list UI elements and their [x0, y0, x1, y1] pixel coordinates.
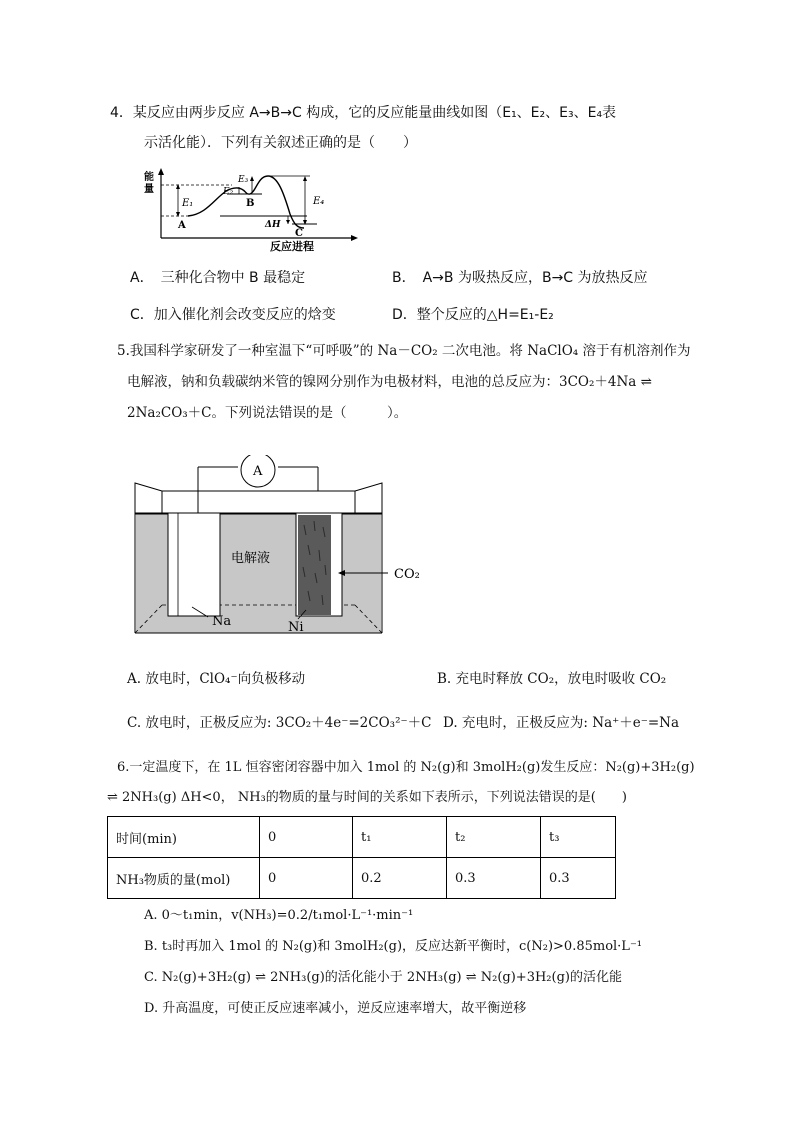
- q6-stem-line2: ⇌ 2NH₃(g) ΔH<0， NH₃的物质的量与时间的关系如下表所示，下列说法错误的是( ): [107, 790, 627, 805]
- q4-option-b: B． A→B 为吸热反应，B→C 为放热反应: [392, 270, 648, 286]
- e1-label: E₁: [182, 198, 194, 209]
- table-header-cell: 0: [260, 817, 353, 858]
- ammeter-label: A: [253, 464, 263, 479]
- q6-stem-line1: 6.一定温度下，在 1L 恒容密闭容器中加入 1mol 的 N₂(g)和 3molH₂(g)发生反应：N₂(g)+3H₂(g): [117, 760, 695, 775]
- q6-option-a: A. 0～t₁min，v(NH₃)=0.2/t₁mol·L⁻¹·min⁻¹: [144, 908, 414, 923]
- point-b-label: B: [246, 198, 255, 209]
- table-cell: 0.3: [541, 858, 616, 899]
- q5-option-d: D. 充电时，正极反应为: Na⁺＋e⁻=Na: [443, 715, 680, 731]
- table-cell: NH₃物质的量(mol): [108, 858, 260, 899]
- e3-label: E₃: [238, 175, 249, 185]
- table-cell: 0.3: [447, 858, 541, 899]
- y-axis-label-bottom: 量: [144, 184, 154, 195]
- table-header-cell: t₁: [353, 817, 447, 858]
- q4-option-a: A． 三种化合物中 B 最稳定: [130, 270, 306, 286]
- co2-label: CO₂: [394, 567, 420, 582]
- ni-label: Ni: [288, 620, 304, 635]
- table-header-cell: 时间(min): [108, 817, 260, 858]
- q4-stem-line2: 示活化能）．下列有关叙述正确的是（ ）: [144, 135, 417, 151]
- q6-option-b: B. t₃时再加入 1mol 的 N₂(g)和 3molH₂(g)，反应达新平衡时，c(N₂)>0.85mol·L⁻¹: [144, 939, 643, 954]
- nh3-table: [107, 816, 616, 899]
- x-axis-label: 反应进程: [270, 240, 314, 252]
- battery-diagram: [130, 455, 430, 640]
- q5-option-c: C. 放电时，正极反应为: 3CO₂＋4e⁻=2CO₃²⁻＋C: [127, 715, 432, 731]
- q5-option-b: B. 充电时释放 CO₂，放电时吸收 CO₂: [437, 671, 667, 687]
- q6-option-c: C. N₂(g)+3H₂(g) ⇌ 2NH₃(g)的活化能小于 2NH₃(g) ⇌ N₂(g)+3H₂(g)的活化能: [144, 970, 622, 985]
- q5-stem-line2: 电解液，钠和负载碳纳米管的镍网分别作为电极材料，电池的总反应为：3CO₂＋4Na ⇌: [127, 374, 652, 390]
- electrolyte-label: 电解液: [231, 551, 271, 566]
- q5-stem-line3: 2Na₂CO₃＋C。下列说法错误的是（ ）。: [127, 405, 408, 421]
- q4-stem-line1: 4．某反应由两步反应 A→B→C 构成，它的反应能量曲线如图（E₁、E₂、E₃、E₄表: [110, 105, 617, 121]
- e4-label: E₄: [313, 196, 325, 207]
- y-axis-label-top: 能: [144, 172, 154, 183]
- table-header-cell: t₂: [447, 817, 541, 858]
- q5-stem-line1: 5.我国科学家研发了一种室温下“可呼吸”的 Na－CO₂ 二次电池。将 NaClO₄ 溶于有机溶剂作为: [117, 343, 691, 359]
- energy-diagram: [142, 166, 362, 252]
- na-electrode: [168, 513, 220, 616]
- table-cell: 0.2: [353, 858, 447, 899]
- table-header-cell: t₃: [541, 817, 616, 858]
- q4-option-c: C．加入催化剂会改变反应的焓变: [130, 307, 336, 323]
- na-label: Na: [212, 614, 232, 629]
- table-row: [108, 858, 616, 899]
- table-cell: 0: [260, 858, 353, 899]
- e2-label: E₂: [223, 187, 234, 197]
- q4-option-d: D．整个反应的△H=E₁-E₂: [392, 307, 554, 323]
- q6-option-d: D. 升高温度，可使正反应速率减小，逆反应速率增大，故平衡逆移: [144, 1001, 527, 1016]
- point-a-label: A: [178, 220, 186, 231]
- point-c-label: C: [295, 228, 303, 239]
- table-header-row: [108, 817, 616, 858]
- delta-h-label: ΔH: [265, 220, 281, 230]
- q5-option-a: A. 放电时，ClO₄⁻向负极移动: [127, 671, 306, 687]
